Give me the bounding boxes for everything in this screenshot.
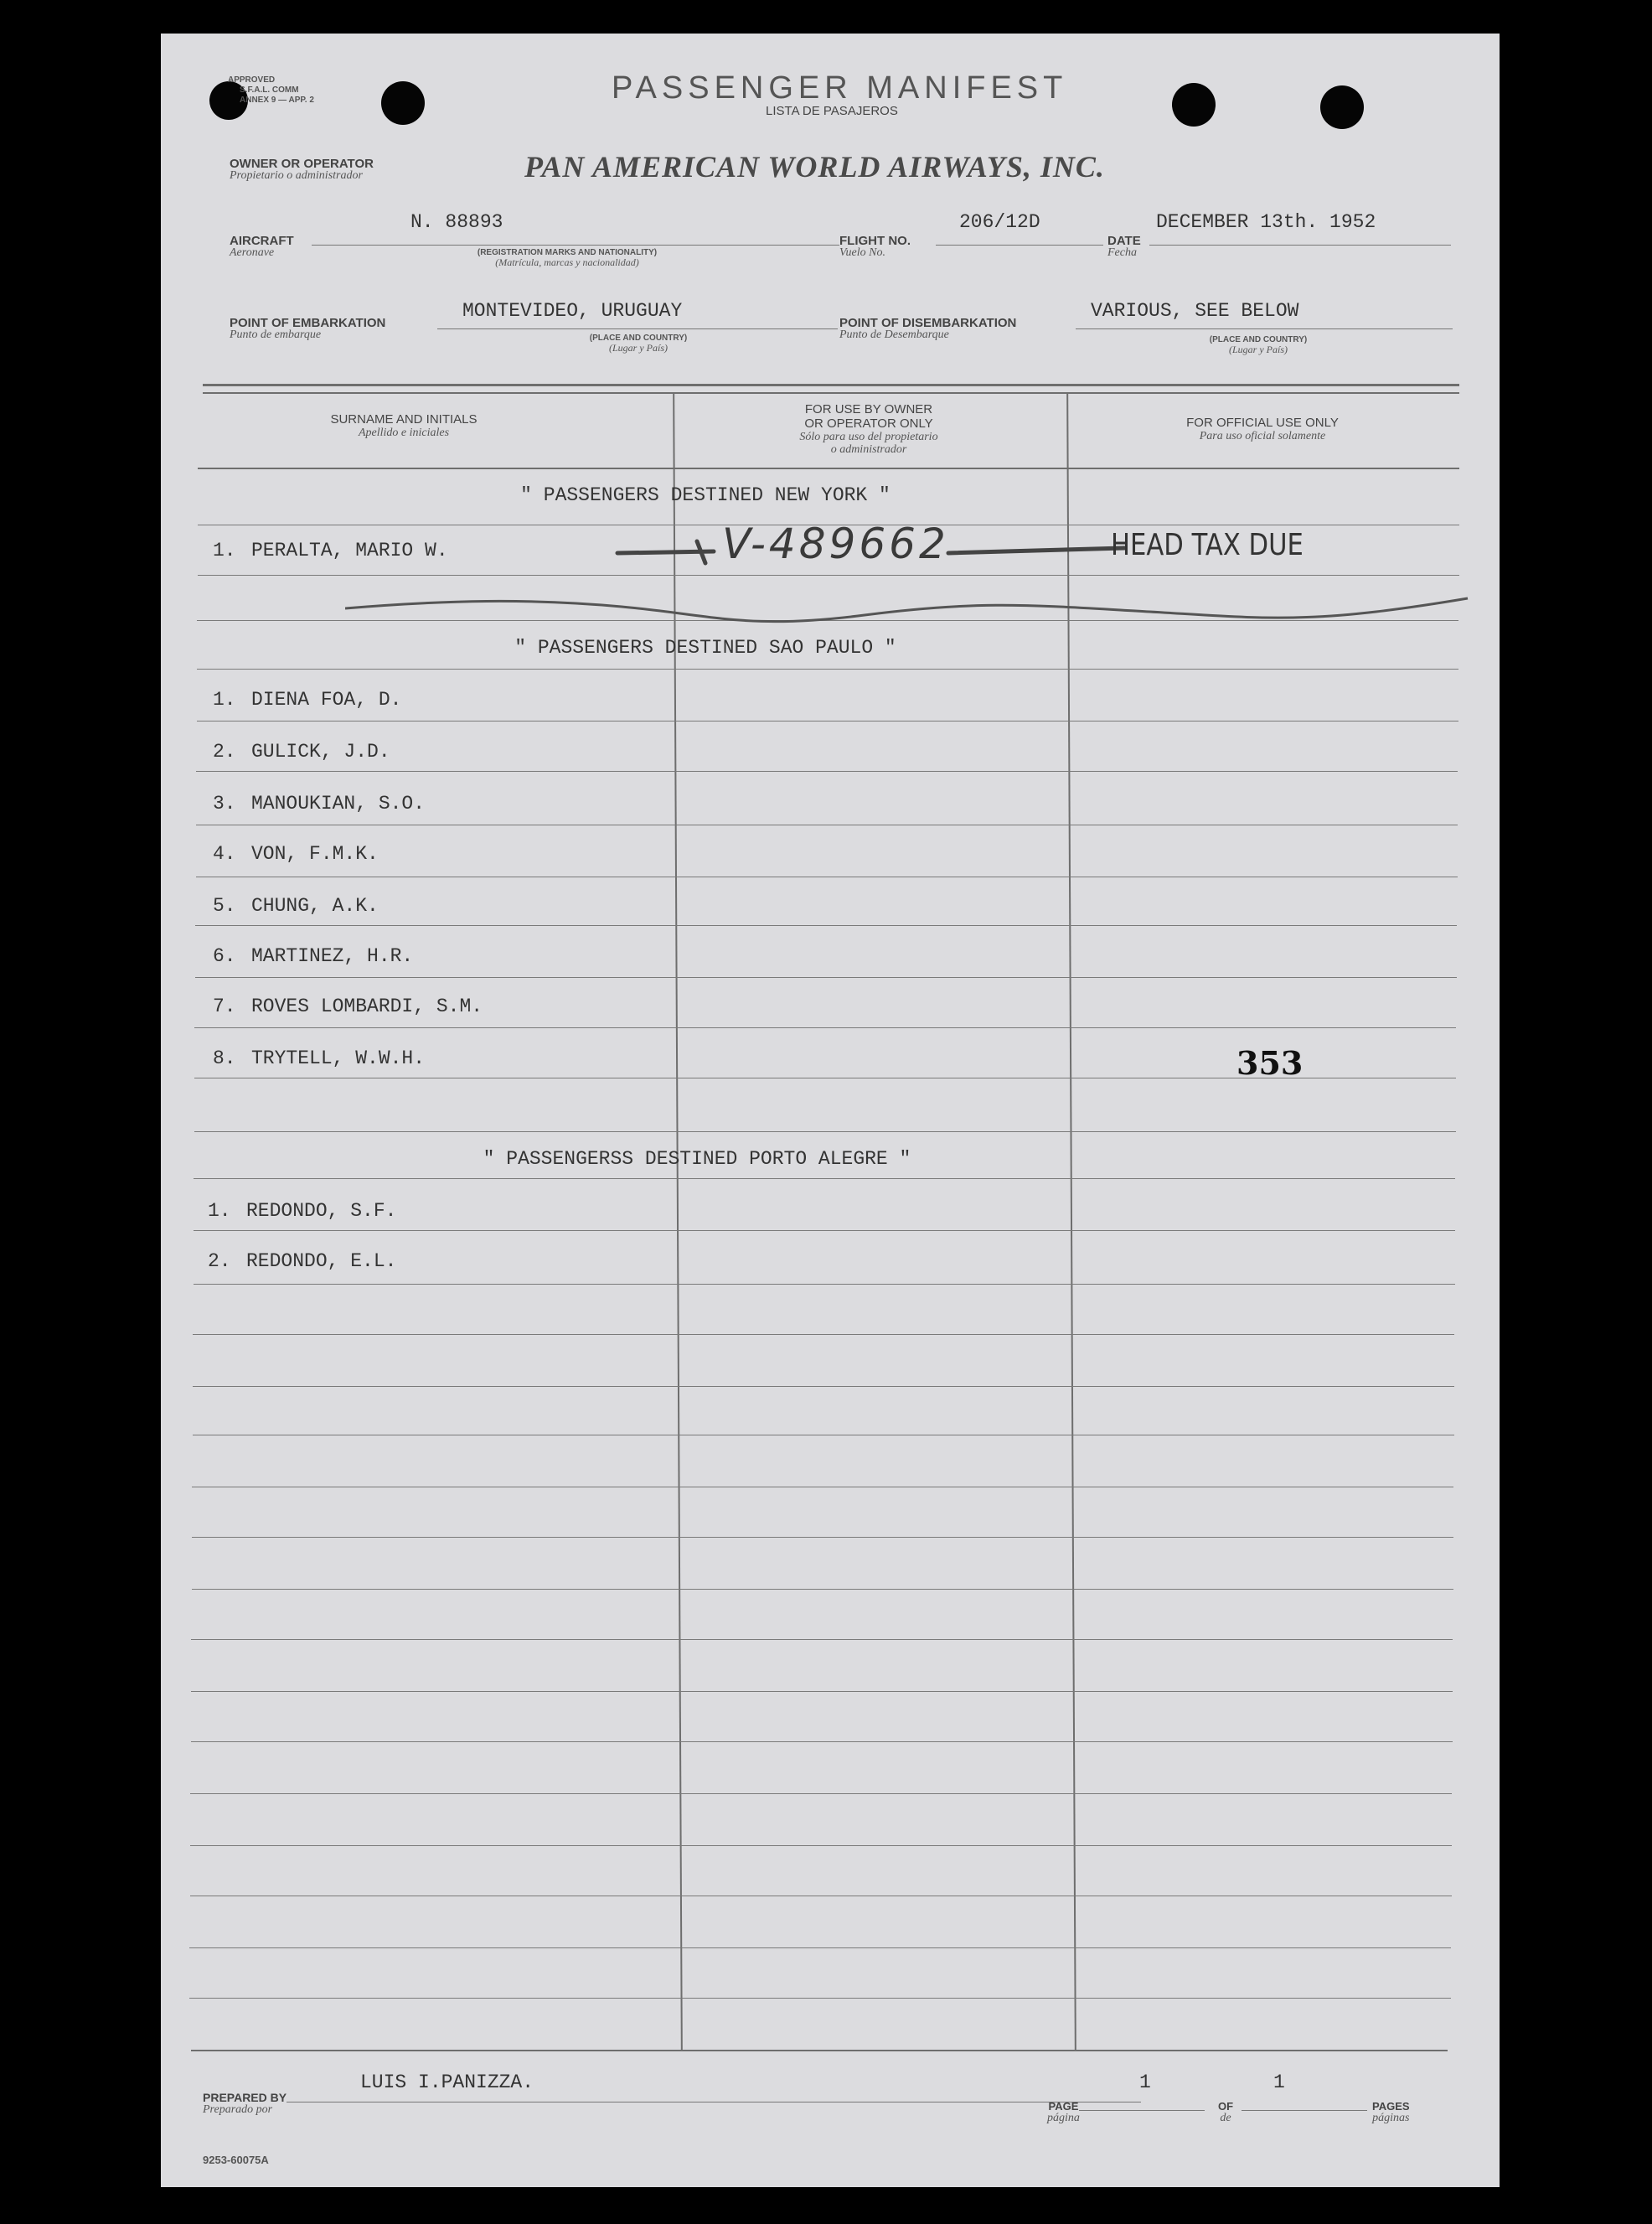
section-title-porto-alegre: " PASSENGERSS DESTINED PORTO ALEGRE " (483, 1148, 911, 1170)
punch-hole-right-1 (1172, 83, 1216, 127)
owner-label-es: Propietario o administrador (230, 169, 363, 182)
form-code: 9253-60075A (203, 2154, 269, 2166)
disembarkation-label: POINT OF DISEMBARKATION (839, 316, 1017, 330)
passenger-name: GULICK, J.D. (251, 741, 390, 763)
aircraft-value: N. 88893 (410, 211, 503, 233)
row-rule (193, 1334, 1454, 1335)
punch-hole-right-2 (1320, 85, 1364, 129)
row-rule (193, 1386, 1454, 1387)
passenger-name: VON, F.M.K. (251, 843, 379, 865)
aircraft-label: AIRCRAFT (230, 234, 294, 248)
document-subtitle: LISTA DE PASAJEROS (766, 104, 898, 118)
page-number: 1 (1139, 2071, 1151, 2093)
column-header-surname: SURNAME AND INITIALS Apellido e iniciales (330, 412, 478, 439)
prepared-by-label-block (203, 2092, 287, 2116)
row-rule (192, 1589, 1453, 1590)
passenger-name: TRYTELL, W.W.H. (251, 1047, 426, 1069)
section-title-sao-paulo: " PASSENGERS DESTINED SAO PAULO " (514, 637, 896, 659)
passenger-name: PERALTA, MARIO W. (251, 540, 448, 561)
embarkation-label: POINT OF EMBARKATION (230, 316, 386, 330)
embarkation-label-block (230, 317, 385, 341)
prepared-by-label-es: Preparado por (203, 2103, 273, 2116)
owner-label: OWNER OR OPERATOR (230, 157, 374, 171)
passenger-name: CHUNG, A.K. (251, 895, 379, 917)
handwritten-visa-number: V-489662 (722, 520, 949, 568)
aircraft-note: (REGISTRATION MARKS AND NATIONALITY) (Matrícula, marcas y nacionalidad) (477, 248, 658, 268)
column-header-owner-use: FOR USE BY OWNER OR OPERATOR ONLY Sólo para uso del propietario o administrador (799, 402, 938, 456)
row-rule (196, 771, 1458, 772)
flight-label-es: Vuelo No. (839, 246, 885, 259)
passenger-number: 3. (213, 793, 236, 815)
row-rule (191, 1691, 1453, 1692)
disembarkation-label-block (839, 317, 1016, 341)
date-label-block (1107, 235, 1141, 259)
prepared-by-label: PREPARED BY (203, 2091, 287, 2104)
passenger-name: REDONDO, E.L. (246, 1250, 397, 1272)
row-rule (189, 1998, 1451, 1999)
passenger-number: 7. (213, 996, 236, 1017)
page-label-block: PAGE página (1047, 2100, 1080, 2124)
row-rule (197, 669, 1458, 670)
approval-stamp (228, 75, 314, 106)
official-number-353: 353 (1236, 1044, 1304, 1082)
passenger-number: 1. (213, 689, 236, 711)
passenger-name: DIENA FOA, D. (251, 689, 402, 711)
airline-name: PAN AMERICAN WORLD AIRWAYS, INC. (524, 150, 1105, 184)
passenger-number: 2. (208, 1250, 231, 1272)
passenger-number: 6. (213, 945, 236, 967)
passenger-number: 8. (213, 1047, 236, 1069)
flight-value: 206/12D (959, 211, 1040, 233)
passenger-number: 1. (213, 540, 236, 561)
row-rule (197, 721, 1458, 722)
head-tax-due-stamp: HEAD TAX DUE (1111, 528, 1304, 562)
row-rule (194, 1178, 1455, 1179)
date-value: DECEMBER 13th. 1952 (1156, 211, 1376, 233)
row-rule (194, 1027, 1456, 1028)
total-pages: 1 (1273, 2071, 1285, 2093)
row-rule (194, 1284, 1455, 1285)
row-rule (190, 1845, 1452, 1846)
of-label-block: OF de (1218, 2100, 1234, 2124)
passenger-name: MANOUKIAN, S.O. (251, 793, 426, 815)
stamp-line-1: APPROVED (228, 75, 276, 85)
flight-label: FLIGHT NO. (839, 234, 911, 248)
row-rule (194, 1230, 1455, 1231)
disembarkation-value: VARIOUS, SEE BELOW (1091, 300, 1299, 322)
aircraft-label-block (230, 235, 294, 259)
aircraft-label-es: Aeronave (230, 246, 275, 259)
embarkation-value: MONTEVIDEO, URUGUAY (462, 300, 683, 322)
disembarkation-label-es: Punto de Desembarque (839, 328, 949, 341)
embarkation-label-es: Punto de embarque (230, 328, 322, 341)
passenger-name: ROVES LOMBARDI, S.M. (251, 996, 483, 1017)
date-label-es: Fecha (1107, 246, 1137, 259)
document-title: PASSENGER MANIFEST (612, 70, 1068, 106)
handwritten-dash (613, 535, 1133, 568)
section-title-new-york: " PASSENGERS DESTINED NEW YORK " (520, 484, 891, 506)
row-rule (191, 1741, 1453, 1742)
row-rule (195, 925, 1457, 926)
owner-label-block (230, 158, 374, 182)
row-rule (195, 977, 1457, 978)
pages-label-block: PAGES páginas (1372, 2100, 1410, 2124)
passenger-name: REDONDO, S.F. (246, 1200, 397, 1222)
punch-hole-left-2 (381, 81, 425, 125)
passenger-number: 1. (208, 1200, 231, 1222)
row-rule (194, 1131, 1456, 1132)
column-header-official-use: FOR OFFICIAL USE ONLY Para uso oficial solamente (1186, 416, 1339, 442)
row-rule (191, 1639, 1453, 1640)
row-rule (192, 1537, 1453, 1538)
strike-through-wave (345, 590, 1476, 640)
manifest-sheet (161, 34, 1500, 2187)
stamp-line-2: S.F.A.L. COMM (240, 85, 299, 95)
column-divider-2 (1066, 394, 1076, 2050)
row-rule (198, 575, 1459, 576)
passenger-number: 2. (213, 741, 236, 763)
flight-label-block (839, 235, 911, 259)
row-rule (189, 1947, 1451, 1948)
row-rule (190, 1793, 1452, 1794)
prepared-by-value: LUIS I.PANIZZA. (360, 2071, 534, 2093)
date-label: DATE (1107, 234, 1141, 248)
passenger-number: 4. (213, 843, 236, 865)
passenger-name: MARTINEZ, H.R. (251, 945, 414, 967)
stamp-line-3: ANNEX 9 — APP. 2 (240, 96, 314, 105)
passenger-number: 5. (213, 895, 236, 917)
disembarkation-note: (PLACE AND COUNTRY) (Lugar y País) (1209, 335, 1308, 355)
embarkation-note: (PLACE AND COUNTRY) (Lugar y País) (589, 334, 688, 354)
